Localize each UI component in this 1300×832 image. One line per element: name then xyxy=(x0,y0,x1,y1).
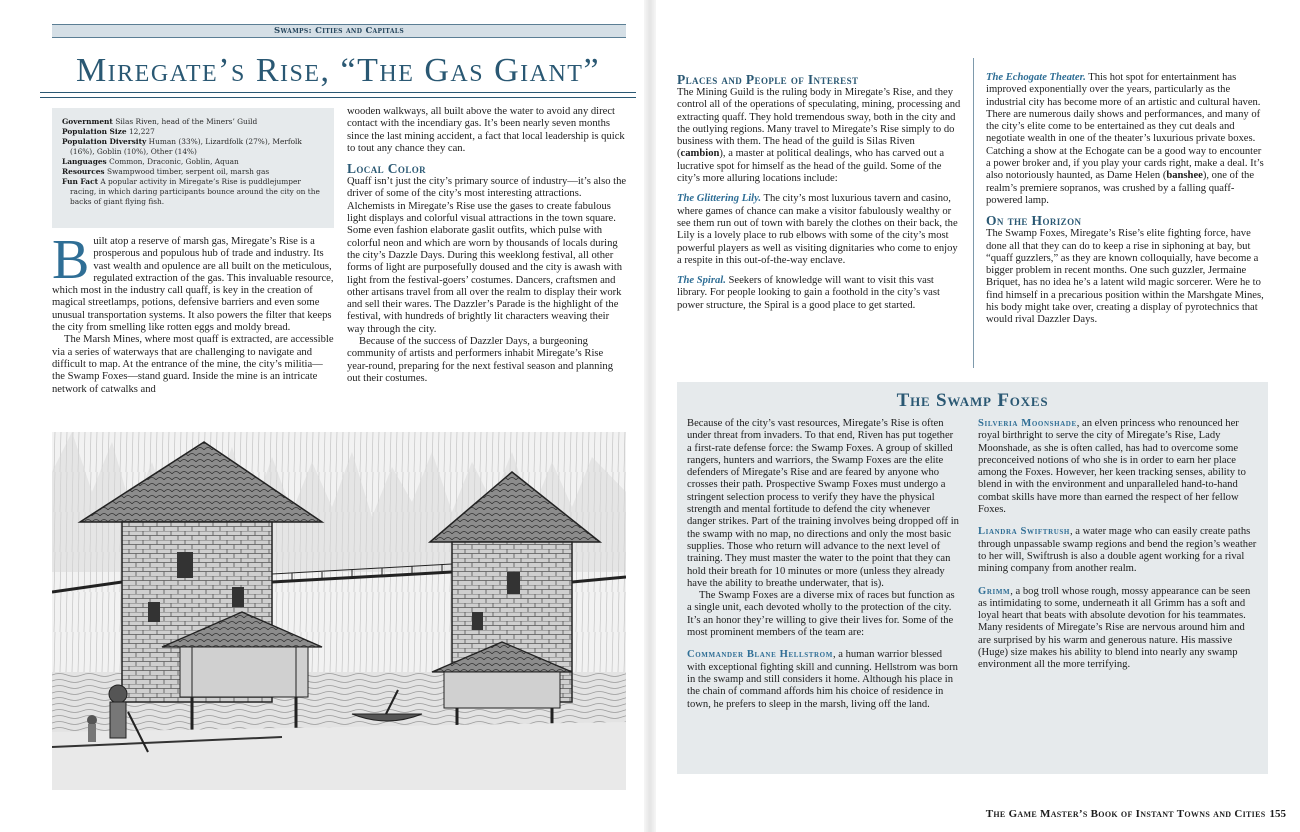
stat-row xyxy=(62,167,324,177)
member-entry xyxy=(978,586,1258,672)
places-column xyxy=(677,72,962,312)
member-entry xyxy=(687,649,959,710)
member-name: Liandra Swiftrush xyxy=(978,526,1070,538)
sidebox-left-column xyxy=(687,418,959,711)
glittering-lily-text: The city’s most luxurious tavern and casino, where games of chance can make a visitor fabulously wealthy or see them run out of town with barely the clothes on their back, the Lily is a lovely place to rub elbows with some of the city’s most powerful players as well as visiting dignitaries who come to enjoy a respite in this out-of-the-way enclave. xyxy=(677,193,958,266)
member-text: , a water mage who can easily create paths through unpassable swamp regions and bend the region’s weather to her will, Swiftrush is also a double agent working for a rival mining company from another realm. xyxy=(978,526,1257,575)
intro-column xyxy=(52,229,334,396)
stat-row xyxy=(62,117,324,127)
stat-value: 12,227 xyxy=(128,127,155,136)
stat-label: Resources xyxy=(62,167,105,176)
member-entry xyxy=(978,418,1258,516)
sidebox-members-intro: The Swamp Foxes are a diverse mix of races but function as a single unit, each devoted wholly to the protection of the city. It’s an honor they’re willing to give their lives for. Some of the most prominent members of the team are: xyxy=(687,590,955,639)
sidebox-title: The Swamp Foxes xyxy=(896,390,1049,411)
stat-row xyxy=(62,157,324,167)
member-entry xyxy=(978,526,1258,575)
sidebox-right-column xyxy=(978,418,1258,672)
local-color-paragraph: Quaff isn’t just the city’s primary source of industry—it’s also the driver of some of the city’s most interesting attractions. Alchemists in Miregate’s Rise use the gases to create fabulous light displays and colorful visual attractions in the town square. Some even fashion elaborate gaslit outfits, which pulse with colorful neon and which are worn by thousands of locals during the city’s Dazzle Days. During this weeklong festival, all other forms of light are purposefully doused and the city is awash with light from the festival-goers’ costumes. Dancers, craftsmen and other artisans travel from all over the realm to display their work and sell their wares. The Dazzler’s Parade is the highlight of the festival, with hundreds of brightly lit characters weaving their way through the city. xyxy=(347,176,627,335)
stat-label: Government xyxy=(62,117,113,126)
member-name: Commander Blane Hellstrom xyxy=(687,649,833,661)
stat-value: Common, Draconic, Goblin, Aquan xyxy=(109,157,239,166)
section-header-band xyxy=(52,24,626,38)
walkways-paragraph: wooden walkways, all built above the water to avoid any direct contact with the incendiary gas. It’s been nearly seven months since the last mining accident, a fact that local leadership is quick to tout any chance they can. xyxy=(347,106,625,154)
intro-paragraph xyxy=(52,229,334,334)
stat-value: Swampwood timber, serpent oil, marsh gas xyxy=(106,167,270,176)
echogate-name: The Echogate Theater. xyxy=(986,72,1086,83)
mining-guild-text: The Mining Guild is the ruling body in Miregate’s Rise, and they control all of the operations of speculating, mining, processing and extracting quaff. They hold tremendous sway, both in the city and the outlying regions. Many travel to Miregate’s Rise simply to do business with them. The head of the guild is Silas Riven ( xyxy=(677,87,961,160)
member-text: , a human warrior blessed with exceptional fighting skill and cunning. Hellstrom was born in the swamp and still considers it home. Although his place in the chain of command affords him his choice of residence in town, he prefers to sleep in the marsh, living off the land. xyxy=(687,649,958,710)
banshee-term: banshee xyxy=(1166,170,1203,182)
spiral-entry xyxy=(677,275,962,312)
glittering-lily-name: The Glittering Lily. xyxy=(677,193,762,205)
page-footer xyxy=(986,808,1286,820)
member-name: Grimm xyxy=(978,585,1011,597)
horizon-paragraph: The Swamp Foxes, Miregate’s Rise’s elite fighting force, have done all that they can do to keep a rise in siphoning at bay, but “quaff guzzlers,” as they are known colloquially, have become a bigger problem in recent months. One such guzzler, Jermaine Briquet, has no idea he’s a latent wild magic sorcerer. Were he to find himself in a precarious position within the Marshgate Mines, his body might take over, creating a display of pyrotechnics that would rival Dazzler Days. xyxy=(986,228,1264,326)
echogate-entry xyxy=(986,72,1268,207)
spiral-text: Seekers of knowledge will want to visit this vast library. For people looking to gain a foothold in the city’s vast power structure, the Spiral is a good place to get started. xyxy=(677,275,940,311)
swamp-foxes-sidebox xyxy=(677,382,1268,774)
book-title: The Game Master’s Book of Instant Towns and Cities xyxy=(985,808,1266,820)
mining-guild-text-cont: ), a master at political dealings, who has carved out a lucrative spot for himself as the head of the guild. Some of the city’s more alluring locations include: xyxy=(677,148,945,185)
member-text: , a bog troll whose rough, mossy appearance can be seen as intimidating to some, underneath it all Grimm has a soft and loyal heart that beats with absolute devotion for his teammates. Many residents of Miregate’s Rise are nervous around him and are surprised by his warm and generous nature. His massive (Huge) size makes his ability to blend into nearly any swamp environment all the more terrifying. xyxy=(978,585,1251,671)
swamp-towers-illustration xyxy=(52,432,626,790)
horizon-heading: On the Horizon xyxy=(986,213,1082,229)
stat-row xyxy=(62,127,324,137)
spiral-name: The Spiral. xyxy=(677,275,726,287)
stat-block xyxy=(52,108,334,228)
section-header-label: Swamps: Cities and Capitals xyxy=(274,26,404,36)
member-text: , an elven princess who renounced her royal birthright to serve the city of Miregate’s Rise, Lady Moonshade, as she is often called, has had to overcome some preconceived notions of who she is in order to earn her place among the Foxes. However, her keen tracking senses, ability to blend in with the environment and unparalleled hand-to-hand combat skills have more than earned the respect of her fellow Foxes. xyxy=(978,418,1246,516)
intro-text: uilt atop a reserve of marsh gas, Miregate’s Rise is a prosperous and populous hub of trade and industry. Its vast wealth and opulence are all built on the meticulous, regulated extraction of the gas. This invaluable resource, which most in the industry call quaff, is key in the creation of magical streetlamps, potions, defensive barriers and even some unusual transportation systems. It also powers the filter that keeps the city from smelling like rotten eggs and moldy bread. xyxy=(52,236,334,334)
page-number: 155 xyxy=(1269,808,1286,820)
stat-value: A popular activity in Miregate’s Rise is puddlejumper racing, in which daring participants bounce around the city on the backs of giant flying fish. xyxy=(70,177,320,206)
page-title: Miregate’s Rise, “The Gas Giant” xyxy=(75,52,601,89)
stat-label: Population Diversity xyxy=(62,137,147,146)
stat-label: Population Size xyxy=(62,127,127,136)
column-divider xyxy=(973,58,974,368)
drop-cap: B xyxy=(52,229,90,291)
mines-paragraph: The Marsh Mines, where most quaff is extracted, are accessible via a series of waterways that are challenging to navigate and difficult to map. At the entrance of the mine, the city’s militia—the Swamp Foxes—stand guard. Inside the mine is an intricate network of catwalks and xyxy=(52,334,334,395)
cambion-term: cambion xyxy=(680,148,720,160)
stat-value: Human (33%), Lizardfolk (27%), Merfolk (16%), Goblin (10%), Other (14%) xyxy=(70,137,302,156)
glittering-lily-entry xyxy=(677,193,962,267)
member-name: Silveria Moonshade xyxy=(978,418,1077,429)
title-rule xyxy=(40,92,636,98)
local-color-column xyxy=(347,106,627,385)
echogate-column xyxy=(986,72,1268,327)
stat-row xyxy=(62,137,324,157)
echogate-text-cont: ), one of the realm’s premiere sopranos, was crushed by a falling quaff-powered lamp. xyxy=(986,170,1255,206)
dazzler-days-paragraph: Because of the success of Dazzler Days, a burgeoning community of artists and performers inhabit Miregate’s Rise year-round, preparing for the next festival season and planning out their costumes. xyxy=(347,336,614,384)
stat-label: Fun Fact xyxy=(62,177,98,186)
mining-guild-paragraph xyxy=(677,87,962,185)
places-heading: Places and People of Interest xyxy=(677,72,859,87)
stat-row xyxy=(62,177,324,207)
local-color-heading: Local Color xyxy=(347,161,427,177)
sidebox-intro: Because of the city’s vast resources, Miregate’s Rise is often under threat from invaders. To that end, Riven has put together a first-rate defense force: the Swamp Foxes. A group of skilled rangers, hunters and warriors, the Swamp Foxes are the elite defenders of Miregate’s Rise and are feared by anyone who crosses their path. Prospective Swamp Foxes must undergo a stringent selection process to verify they have the physical strength and mental fortitude to defend the city whenever danger strikes. Part of the training involves being dropped off in the swamp with no map, no directions and only the most basic supplies. Those who return will advance to the next level of training. They must master the water to the point that they can hold their breath for 10 minutes or more (unless they already have the ability to breathe underwater, that is). xyxy=(687,418,959,589)
stat-label: Languages xyxy=(62,157,107,166)
echogate-text: This hot spot for entertainment has improved exponentially over the years, particularly as the industrial city has become more of an artistic and cultural haven. There are numerous daily shows and performances, and many of the city’s elite come to be entertained as they cut deals and negotiate wealth in one of the theater’s luxurious private boxes. Catching a show at the Echogate can be a good way to encounter a power broker and, if you play your cards right, make a deal. It’s also notoriously haunted, as Dame Helen ( xyxy=(986,72,1264,182)
stat-value: Silas Riven, head of the Miners’ Guild xyxy=(115,117,258,126)
